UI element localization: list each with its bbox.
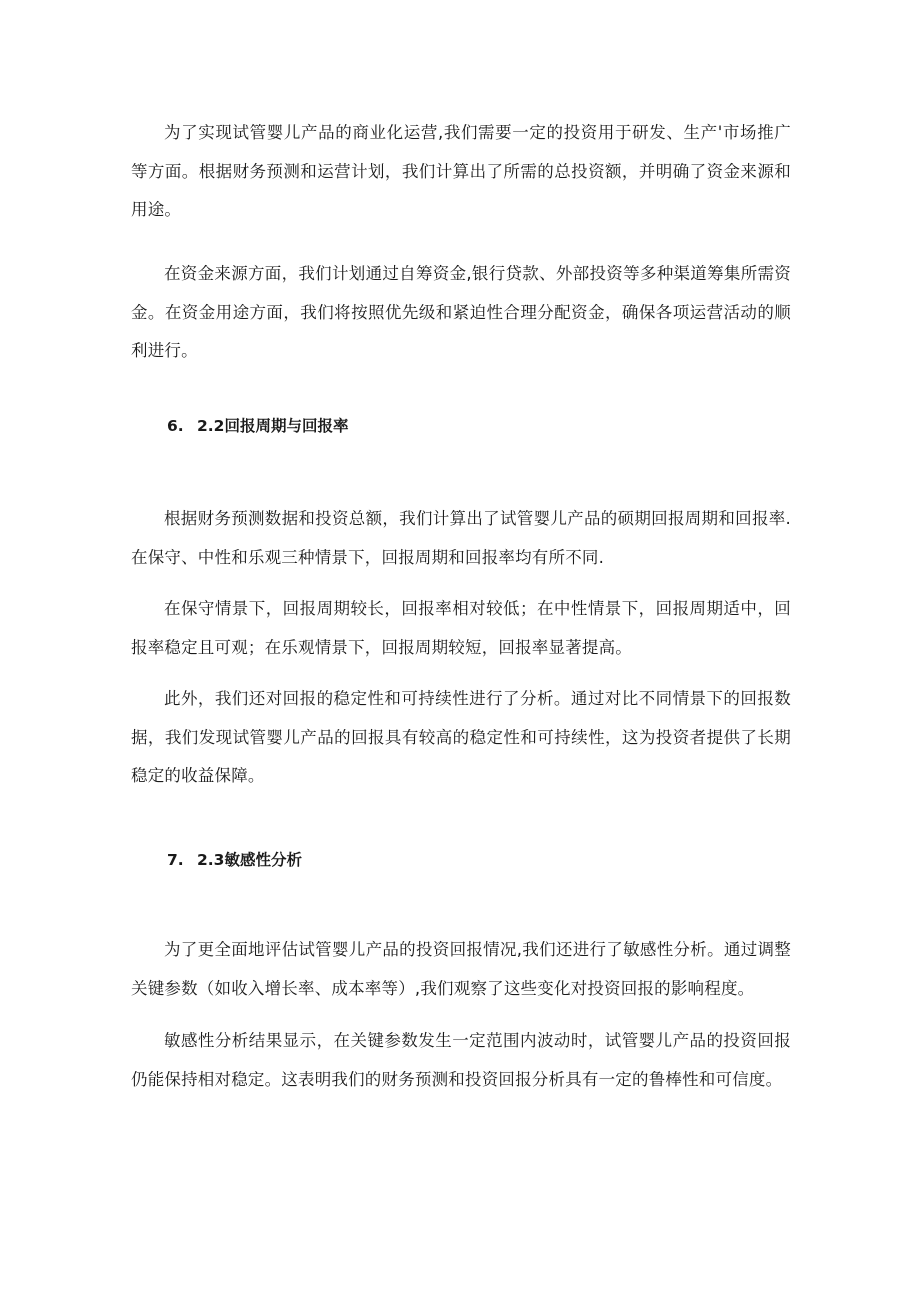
paragraph-return-scenarios: 在保守情景下，回报周期较长，回报率相对较低；在中性情景下，回报周期适中，回报率稳定且可观；在乐观情景下，回报周期较短，回报率显著提高。 (131, 599, 791, 657)
paragraph-return-stability: 此外，我们还对回报的稳定性和可持续性进行了分析。通过对比不同情景下的回报数据，我们发现试管婴儿产品的回报具有较高的稳定性和可持续性，这为投资者提供了长期稳定的收益保障。 (131, 689, 791, 785)
paragraph-sensitivity-method: 为了更全面地评估试管婴儿产品的投资回报情况,我们还进行了敏感性分析。通过调整关键参数（如收入增长率、成本率等）,我们观察了这些变化对投资回报的影响程度。 (131, 940, 791, 998)
section-heading-return-period (167, 414, 348, 438)
paragraph-sensitivity-result: 敏感性分析结果显示，在关键参数发生一定范围内波动时，试管婴儿产品的投资回报仍能保持相对稳定。这表明我们的财务预测和投资回报分析具有一定的鲁棒性和可信度。 (131, 1031, 791, 1089)
section-heading-sensitivity (167, 848, 302, 872)
paragraph-investment-need: 为了实现试管婴儿产品的商业化运营,我们需要一定的投资用于研发、生产'市场推广等方面。根据财务预测和运营计划，我们计算出了所需的总投资额，并明确了资金来源和用途。 (131, 123, 791, 219)
section-heading-title: 2.3敏感性分析 (197, 851, 302, 869)
paragraph-return-forecast: 根据财务预测数据和投资总额，我们计算出了试管婴儿产品的硕期回报周期和回报率.在保守、中性和乐观三种情景下，回报周期和回报率均有所不同. (131, 509, 791, 567)
paragraph-funding-source: 在资金来源方面，我们计划通过自筹资金,银行贷款、外部投资等多种渠道筹集所需资金。在资金用途方面，我们将按照优先级和紧迫性合理分配资金，确保各项运营活动的顺利进行。 (131, 264, 791, 360)
section-heading-title: 2.2回报周期与回报率 (197, 417, 349, 435)
section-heading-number: 7. (167, 851, 184, 869)
section-heading-number: 6. (167, 417, 184, 435)
